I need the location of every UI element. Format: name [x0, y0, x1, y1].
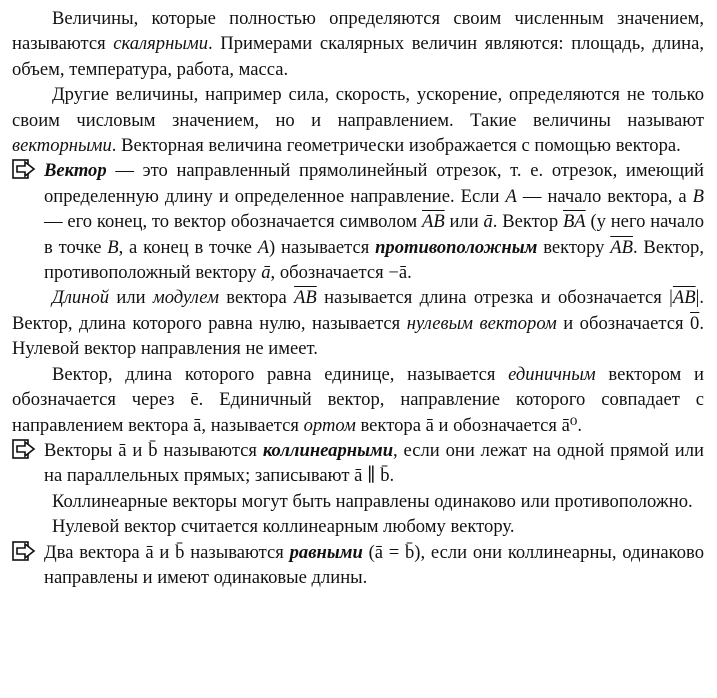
- paragraph-zero-collinear: Нулевой вектор считается коллинеарным любому вектору.: [52, 516, 515, 538]
- text: — начало вектора, а: [516, 185, 693, 207]
- text: вектором и обозначается через ē. Единичный вектор, направление которого совпадает с направлением вектора ā, называется: [12, 363, 704, 436]
- math: B: [107, 236, 119, 258]
- text: вектора ā и обозначается ā⁰.: [355, 414, 582, 436]
- text: Величины, которые полностью определяются своим численным значением, называются: [12, 8, 704, 55]
- text: вектора: [218, 287, 295, 309]
- paragraph-unit: [12, 362, 704, 438]
- math: A: [505, 185, 517, 207]
- text: (ā = b̄), если они коллинеарны, одинаково направлены и имеют одинаковые длины.: [44, 541, 705, 588]
- term-vector-quantity: векторными: [12, 135, 112, 157]
- text: , если они лежат на одной прямой или на параллельных прямых; записывают ā ∥ b̄.: [44, 439, 704, 487]
- text: вектору: [537, 236, 611, 258]
- definition-arrow-icon: [12, 158, 36, 180]
- text: — его конец, то вектор обозначается символом: [44, 211, 422, 233]
- text: или: [109, 287, 153, 309]
- text: Векторы ā и b̄ называются: [44, 439, 263, 461]
- text: Другие величины, например сила, скорость, ускорение, определяются не только своим числовым значением, но и направлением. Такие величины называют: [12, 84, 704, 131]
- text: . Вектор, противоположный вектору: [44, 236, 704, 284]
- text: . Векторная величина геометрически изображается с помощью вектора.: [111, 135, 681, 157]
- paragraph-collinear-directions: Коллинеарные векторы могут быть направлены одинаково или противоположно.: [52, 490, 693, 512]
- term-opposite: противоположным: [375, 236, 538, 258]
- math: ā: [483, 211, 493, 233]
- text: Два вектора ā и b̄ называются: [44, 541, 290, 563]
- text: Вектор, длина которого равна единице, называется: [52, 363, 509, 385]
- paragraph-scalars: [12, 6, 704, 82]
- definition-arrow-icon: [12, 438, 36, 460]
- term-ort: ортом: [303, 414, 356, 436]
- math-vector-ab: $\overline{AB}$: [672, 287, 696, 309]
- term-zero-vector: нулевым вектором: [406, 312, 557, 334]
- math-vector-ab: $\overline{AB}$: [421, 211, 445, 233]
- text: и обозначается: [556, 312, 691, 334]
- math-zero-vector: 0: [690, 312, 700, 334]
- text: называется длина отрезка и обозначается |: [316, 287, 673, 309]
- term-modulus: модулем: [152, 287, 219, 309]
- paragraph-vectors: [12, 82, 704, 158]
- paragraph-length: [12, 285, 704, 361]
- document-page: [12, 6, 704, 590]
- definition-vector: [12, 158, 704, 285]
- text: (у него начало в точке: [44, 211, 704, 258]
- math-vector-ab: $\overline{AB}$: [294, 287, 317, 309]
- text: |. Вектор, длина которого равна нулю, называется: [12, 287, 704, 334]
- definition-collinear: [12, 438, 704, 489]
- math: A: [257, 236, 270, 258]
- term-vector: Вектор: [44, 160, 107, 182]
- math: B: [692, 185, 704, 207]
- text: . Вектор: [492, 211, 563, 233]
- term-length: Длиной: [52, 287, 110, 309]
- text: ) называется: [269, 236, 376, 258]
- text: , обозначается −ā.: [270, 262, 412, 284]
- definition-arrow-icon: [12, 540, 36, 562]
- math: ā: [261, 262, 271, 284]
- text: или: [444, 211, 484, 233]
- text: . Примерами скалярных величин являются: площадь, длина, объем, температура, работа, масса.: [12, 33, 705, 80]
- text: , а конец в точке: [118, 236, 258, 258]
- definition-equal: [12, 540, 704, 591]
- term-unit: единичным: [508, 363, 596, 385]
- term-equal: равными: [289, 541, 363, 563]
- term-collinear: коллинеарными: [262, 439, 394, 461]
- math-vector-ba: $\overline{BA}$: [562, 211, 586, 233]
- text: . Нулевой вектор направления не имеет.: [12, 312, 704, 360]
- text: — это направленный прямолинейный отрезок, т. е. отрезок, имеющий определенную длину и определенное направление. Если: [44, 160, 704, 207]
- math-vector-ab: $\overline{AB}$: [610, 236, 633, 258]
- term-scalar: скалярными: [113, 33, 209, 55]
